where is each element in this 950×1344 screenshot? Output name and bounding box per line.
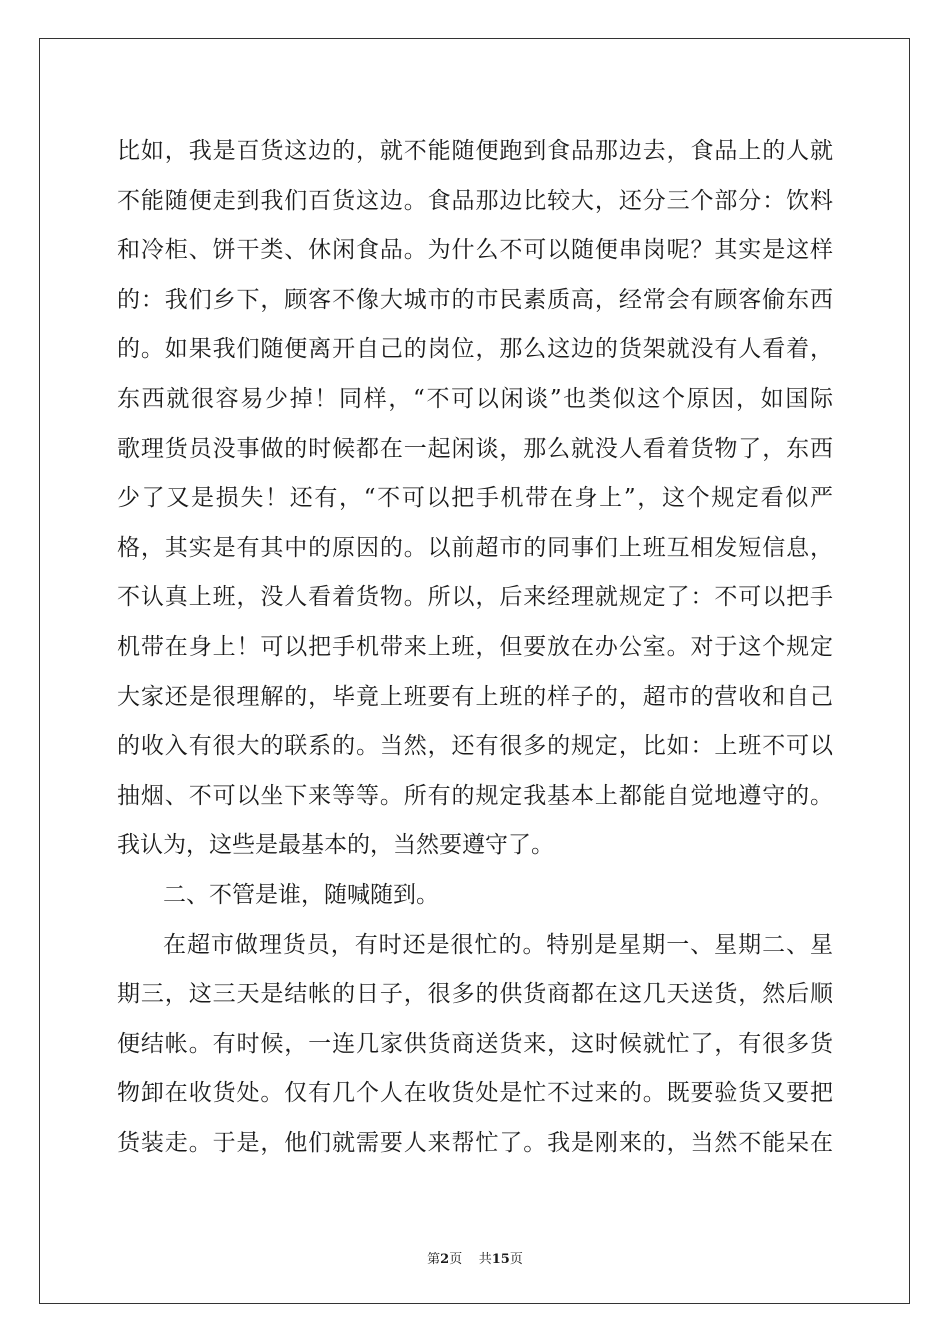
text-line: 机带在身上！可以把手机带来上班，但要放在办公室。对于这个规定: [117, 633, 833, 660]
text-line: 大家还是很理解的，毕竟上班要有上班的样子的，超市的营收和自己: [117, 683, 833, 710]
page-footer: [0, 1248, 950, 1267]
text-line: 抽烟、不可以坐下来等等。所有的规定我基本上都能自觉地遵守的。: [117, 782, 833, 809]
text-line: 比如，我是百货这边的，就不能随便跑到食品那边去，食品上的人就: [117, 138, 833, 164]
text-line: 物卸在收货处。仅有几个人在收货处是忙不过来的。既要验货又要把: [117, 1080, 833, 1107]
text-line: 在超市做理货员，有时还是很忙的。特别是星期一、星期二、星: [163, 931, 833, 958]
text-line: 期三，这三天是结帐的日子，很多的供货商都在这几天送货，然后顺: [117, 981, 833, 1008]
text-line: 的：我们乡下，顾客不像大城市的市民素质高，经常会有顾客偷东西: [117, 286, 833, 313]
page-suffix: 页: [449, 1252, 463, 1267]
text-line: 的。如果我们随便离开自己的岗位，那么这边的货架就没有人看着，: [117, 336, 833, 363]
document-body: [117, 127, 833, 1168]
total-suffix: 页: [509, 1252, 523, 1267]
text-line: 不能随便走到我们百货这边。食品那边比较大，还分三个部分：饮料: [117, 187, 833, 214]
page-prefix: 第: [427, 1252, 441, 1267]
text-line: 格，其实是有其中的原因的。以前超市的同事们上班互相发短信息，: [117, 534, 833, 561]
text-line: 和冷柜、饼干类、休闲食品。为什么不可以随便串岗呢？其实是这样: [117, 237, 833, 264]
section-heading: 二、不管是谁，随喊随到。: [163, 881, 439, 908]
text-line: 便结帐。有时候，一连几家供货商送货来，这时候就忙了，有很多货: [117, 1030, 833, 1057]
text-line: 歌理货员没事做的时候都在一起闲谈，那么就没人看着货物了，东西: [117, 435, 833, 462]
text-line: 的收入有很大的联系的。当然，还有很多的规定，比如：上班不可以: [117, 733, 833, 760]
total-pages: 15: [491, 1252, 510, 1267]
text-line: 我认为，这些是最基本的，当然要遵守了。: [117, 832, 554, 859]
page-number: 2: [440, 1252, 450, 1267]
text-line: 少了又是损失！还有，“不可以把手机带在身上”，这个规定看似严: [117, 485, 833, 512]
total-prefix: 共: [478, 1252, 492, 1267]
text-line: 货装走。于是，他们就需要人来帮忙了。我是刚来的，当然不能呆在: [117, 1129, 833, 1156]
text-line: 东西就很容易少掉！同样，“不可以闲谈”也类似这个原因，如国际: [117, 385, 833, 412]
text-line: 不认真上班，没人看着货物。所以，后来经理就规定了：不可以把手: [117, 584, 833, 611]
